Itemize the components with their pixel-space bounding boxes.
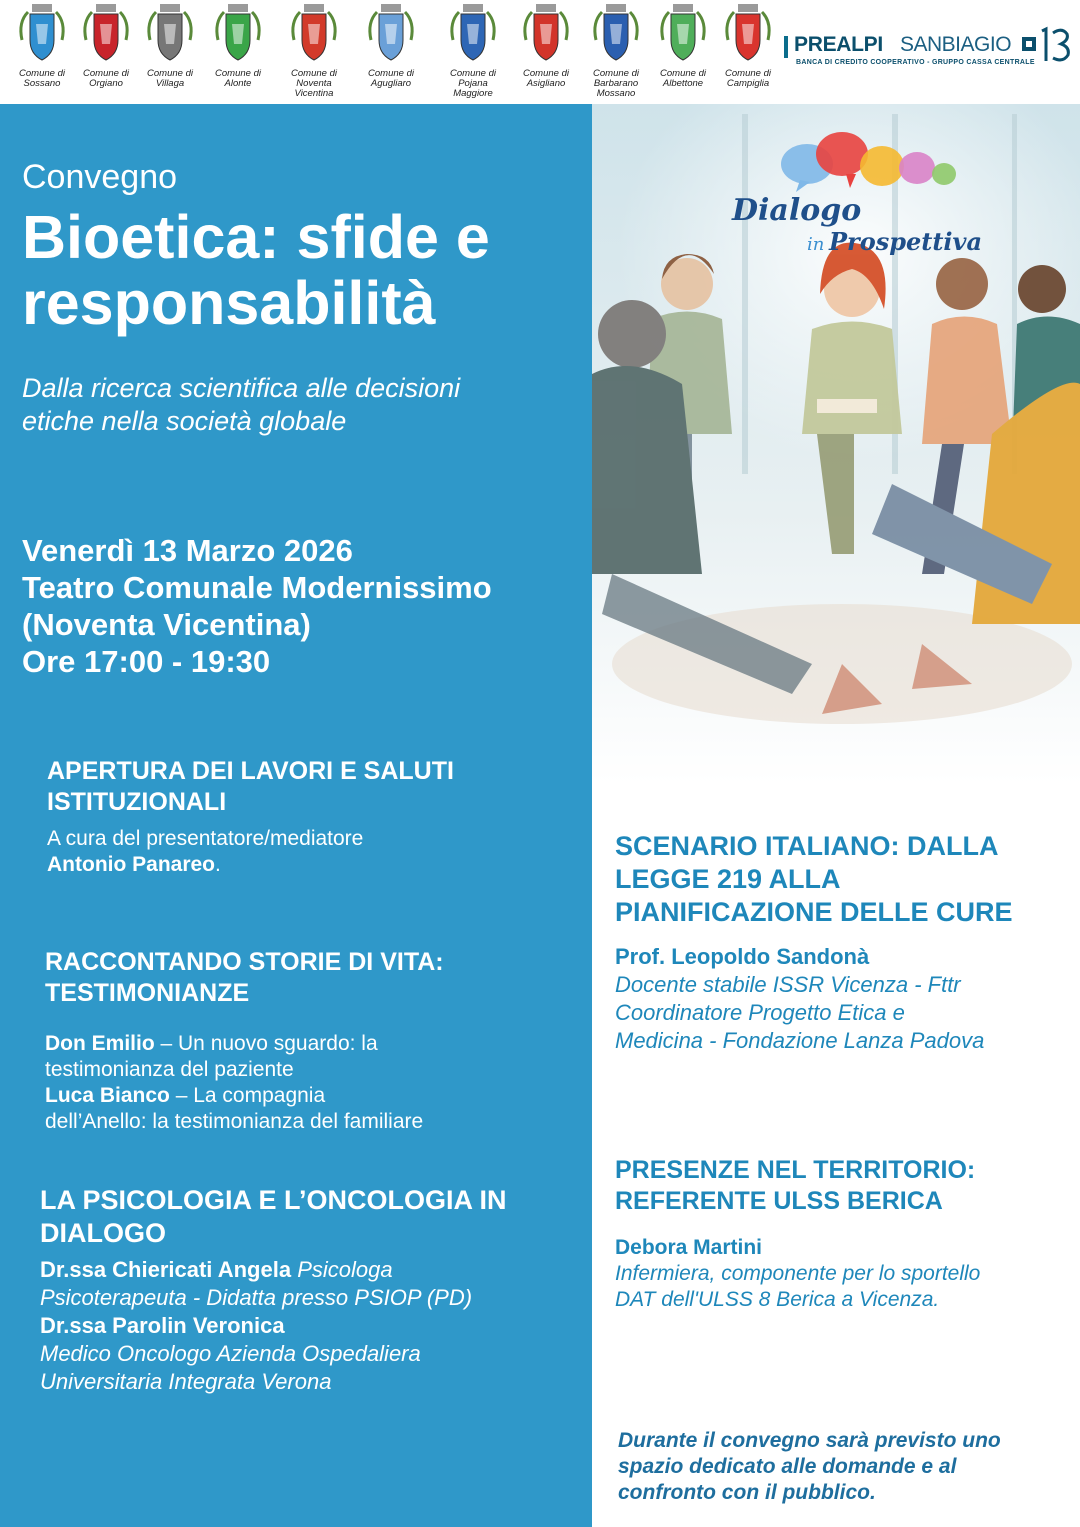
event-kicker: Convegno bbox=[22, 158, 178, 196]
crest-municipality-name: Comune di Orgiano bbox=[83, 68, 129, 89]
bank-mark-icon bbox=[1020, 25, 1076, 69]
crest-municipality-name: Comune di Asigliano bbox=[523, 68, 569, 89]
municipal-crest bbox=[355, 0, 427, 89]
municipal-crest bbox=[712, 0, 784, 89]
watercolor-circle-illustration bbox=[592, 104, 1080, 784]
municipal-crest bbox=[6, 0, 78, 89]
scenario-speaker-role1: Docente stabile ISSR Vicenza - Fttr bbox=[615, 972, 961, 997]
event-venue: Teatro Comunale Modernissimo bbox=[22, 570, 492, 605]
municipal-crest bbox=[134, 0, 206, 89]
illustration-group-discussion bbox=[592, 104, 1080, 784]
opening-heading: APERTURA DEI LAVORI E SALUTI ISTITUZIONALI bbox=[47, 757, 454, 816]
bank-logo-bar bbox=[784, 36, 788, 58]
event-date: Venerdì 13 Marzo 2026 bbox=[22, 533, 353, 568]
territory-speaker-name: Debora Martini bbox=[615, 1236, 763, 1259]
territory-heading: PRESENZE NEL TERRITORIO: REFERENTE ULSS BERICA bbox=[615, 1156, 976, 1215]
municipal-crest bbox=[510, 0, 582, 89]
scenario-speaker-name: Prof. Leopoldo Sandonà bbox=[615, 944, 870, 969]
section-territory bbox=[615, 1155, 1055, 1313]
opening-text-block bbox=[47, 826, 487, 878]
event-time: Ore 17:00 - 19:30 bbox=[22, 644, 271, 679]
section-psychology bbox=[40, 1184, 570, 1396]
opening-period: . bbox=[215, 853, 221, 876]
closing-note: Durante il convegno sarà previsto uno spazio dedicato alle domande e al confronto con il pubblico. bbox=[618, 1429, 1001, 1504]
story-description: – Un nuovo sguardo: la testimonianza del paziente bbox=[45, 1032, 378, 1081]
speaker2-role: Medico Oncologo Azienda Ospedaliera Universitaria Integrata Verona bbox=[40, 1341, 421, 1394]
story-item bbox=[45, 1031, 425, 1083]
event-venue-city: (Noventa Vicentina) bbox=[22, 607, 311, 642]
municipal-crest bbox=[278, 0, 350, 99]
crest-municipality-name: Comune di Pojana Maggiore bbox=[450, 68, 496, 99]
crest-municipality-name: Comune di Albettone bbox=[660, 68, 706, 89]
opening-text: A cura del presentatore/mediatore bbox=[47, 827, 364, 850]
crest-municipality-name: Comune di Noventa Vicentina bbox=[291, 68, 337, 99]
psychology-heading: LA PSICOLOGIA E L’ONCOLOGIA IN DIALOGO bbox=[40, 1185, 507, 1248]
bank-name-part1: PREALPI bbox=[794, 33, 883, 56]
crest-municipality-name: Comune di Sossano bbox=[19, 68, 65, 89]
scenario-speaker bbox=[615, 943, 995, 1055]
crest-municipality-name: Comune di Villaga bbox=[147, 68, 193, 89]
coat-of-arms-icon bbox=[657, 0, 709, 68]
coat-of-arms-icon bbox=[16, 0, 68, 68]
crest-municipality-name: Comune di Alonte bbox=[215, 68, 261, 89]
stories-list bbox=[45, 1031, 425, 1135]
territory-speaker-role: Infermiera, componente per lo sportello DAT dell'ULSS 8 Berica a Vicenza. bbox=[615, 1262, 981, 1311]
speaker2-name: Dr.ssa Parolin Veronica bbox=[40, 1313, 285, 1338]
coat-of-arms-icon bbox=[447, 0, 499, 68]
header-logos-bar bbox=[0, 0, 1080, 104]
stories-heading: RACCONTANDO STORIE DI VITA: TESTIMONIANZE bbox=[45, 948, 444, 1007]
bank-name-part2: SANBIAGIO bbox=[900, 33, 1012, 56]
section-scenario bbox=[615, 830, 1055, 1055]
logo-word-in: in bbox=[807, 234, 825, 255]
coat-of-arms-icon bbox=[520, 0, 572, 68]
logo-word-prospettiva: Prospettiva bbox=[829, 227, 983, 256]
municipal-crest bbox=[70, 0, 142, 89]
event-details bbox=[22, 532, 582, 680]
territory-speaker bbox=[615, 1235, 1015, 1313]
crest-municipality-name: Comune di Barbarano Mossano bbox=[593, 68, 639, 99]
coat-of-arms-icon bbox=[80, 0, 132, 68]
speaker1-role: Psicologa Psicoterapeuta - Didatta presso PSIOP (PD) bbox=[40, 1257, 473, 1310]
section-opening bbox=[47, 756, 567, 878]
story-item bbox=[45, 1083, 425, 1135]
crest-municipality-name: Comune di Campiglia bbox=[725, 68, 771, 89]
crest-municipality-name: Comune di Agugliaro bbox=[368, 68, 414, 89]
story-speaker-name: Luca Bianco bbox=[45, 1084, 170, 1107]
coat-of-arms-icon bbox=[590, 0, 642, 68]
scenario-speaker-role2: Coordinatore Progetto Etica e Medicina - Fondazione Lanza Padova bbox=[615, 1000, 985, 1053]
story-speaker-name: Don Emilio bbox=[45, 1032, 155, 1055]
speaker1-name: Dr.ssa Chiericati Angela bbox=[40, 1257, 292, 1282]
psychology-speakers bbox=[40, 1256, 510, 1396]
coat-of-arms-icon bbox=[144, 0, 196, 68]
logo-word-dialogo: Dialogo bbox=[732, 193, 862, 228]
scenario-heading: SCENARIO ITALIANO: DALLA LEGGE 219 ALLA PIANIFICAZIONE DELLE CURE bbox=[615, 831, 1013, 927]
bank-tagline: BANCA DI CREDITO COOPERATIVO - GRUPPO CASSA CENTRALE bbox=[796, 59, 1035, 66]
event-title: Bioetica: sfide e responsabilità bbox=[22, 203, 490, 337]
municipal-crest bbox=[647, 0, 719, 89]
coat-of-arms-icon bbox=[212, 0, 264, 68]
coat-of-arms-icon bbox=[722, 0, 774, 68]
bank-logo bbox=[784, 30, 1076, 70]
story-description: – La compagnia dell’Anello: la testimonianza del familiare bbox=[45, 1084, 424, 1133]
section-stories bbox=[45, 947, 565, 1135]
municipal-crest bbox=[580, 0, 652, 99]
coat-of-arms-icon bbox=[365, 0, 417, 68]
opening-presenter-name: Antonio Panareo bbox=[47, 853, 216, 876]
municipal-crest bbox=[202, 0, 274, 89]
municipal-crest bbox=[437, 0, 509, 99]
coat-of-arms-icon bbox=[288, 0, 340, 68]
event-subtitle: Dalla ricerca scientifica alle decisioni etiche nella società globale bbox=[22, 373, 461, 436]
